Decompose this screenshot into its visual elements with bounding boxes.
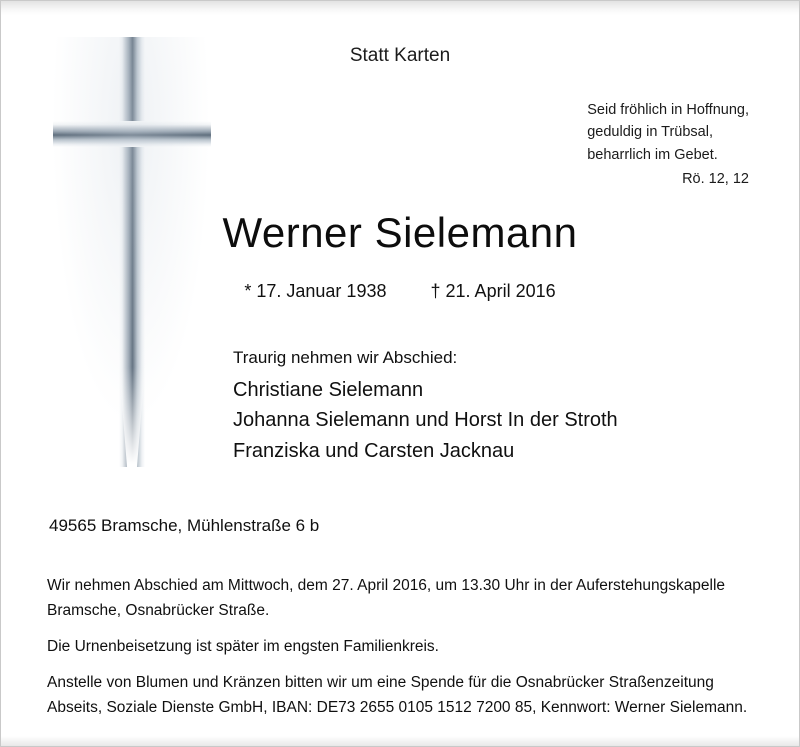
notice-paragraph: Anstelle von Blumen und Kränzen bitten wir um eine Spende für die Osnabrücker Straßenzeitung Abseits, Soziale Dienste GmbH, IBAN: DE73 2655 0105 1512 7200 85, Kennwort: Werner Sielemann. (47, 674, 748, 717)
page-title: Werner Sielemann (222, 209, 578, 256)
notice-paragraph: Wir nehmen Abschied am Mittwoch, dem 27. April 2016, um 13.30 Uhr in der Auferstehungskapelle Bramsche, Osnabrücker Straße. (47, 577, 726, 620)
address-line: 49565 Bramsche, Mühlenstraße 6 b (49, 516, 320, 535)
header-note: Statt Karten (349, 45, 451, 66)
mourner-name: Franziska und Carsten Jacknau (233, 439, 515, 462)
mourners-intro: Traurig nehmen wir Abschied: (233, 348, 458, 367)
bottom-edge-shading (1, 736, 799, 746)
mourner-name: Christiane Sielemann (233, 378, 424, 401)
death-date: † 21. April 2016 (430, 281, 556, 301)
mourners-block (233, 345, 618, 466)
life-dates (1, 281, 799, 302)
verse-line-3: beharrlich im Gebet. (587, 146, 718, 163)
verse-line-1: Seid fröhlich in Hoffnung, (587, 102, 749, 118)
cross-horizontal-bar (53, 121, 211, 147)
notice-paragraph: Die Urnenbeisetzung ist später im engsten Familienkreis. (47, 638, 439, 656)
verse-line-2: geduldig in Trübsal, (587, 124, 713, 141)
birth-date: * 17. Januar 1938 (244, 281, 387, 301)
bible-verse (587, 99, 749, 191)
top-edge-shading (1, 1, 799, 15)
mourner-name: Johanna Sielemann und Horst In der Stroth (233, 409, 618, 432)
verse-reference: Rö. 12, 12 (682, 171, 749, 188)
funeral-notice (47, 573, 757, 721)
